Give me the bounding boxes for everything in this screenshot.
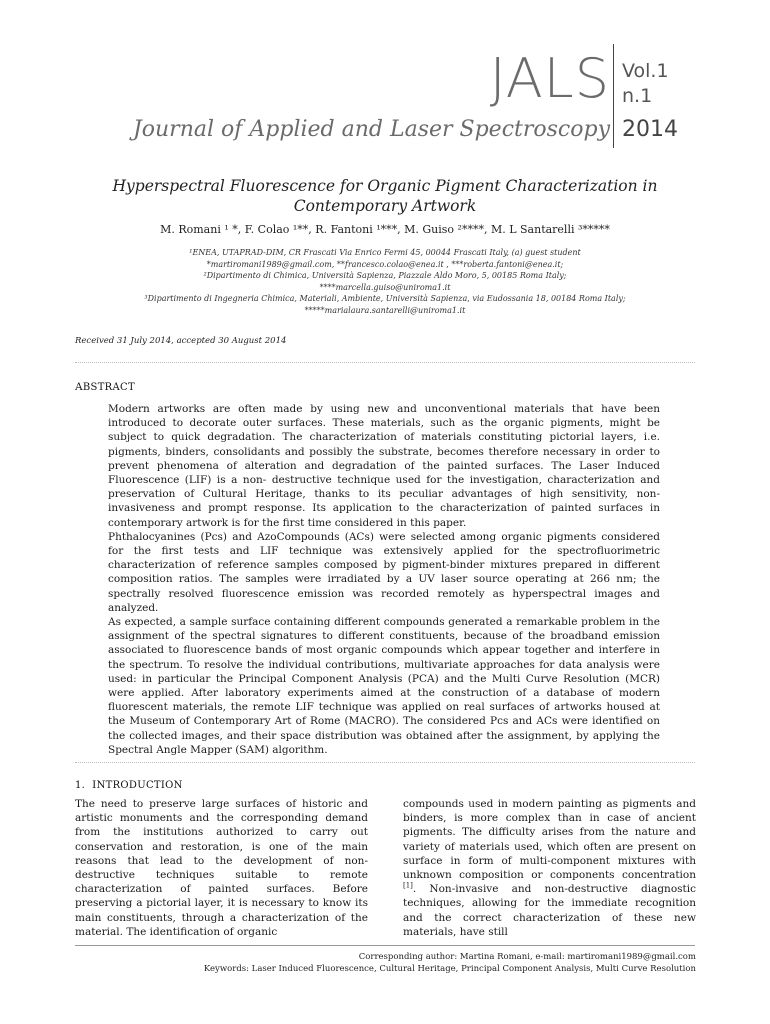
footer-divider (75, 945, 695, 946)
affiliations (40, 247, 730, 316)
abstract-body (108, 402, 660, 757)
affiliation-line: *****marialaura.santarelli@uniroma1.it (304, 305, 466, 315)
journal-logo: JALS (489, 47, 610, 110)
affiliation-line: ²Dipartimento di Chimica, Università Sapienza, Piazzale Aldo Moro, 5, 00185 Roma Italy; (203, 271, 567, 280)
masthead-divider (613, 44, 614, 148)
affiliation-line: ****marcella.guiso@uniroma1.it (319, 282, 451, 292)
section-number: 1. (75, 780, 86, 791)
keywords: Keywords: Laser Induced Fluorescence, Cultural Heritage, Principal Component Analysis, Multi Curve Resolution (203, 964, 696, 974)
journal-masthead (0, 40, 770, 150)
abstract-heading-initial: A (75, 381, 83, 393)
introduction-right-column (403, 797, 696, 939)
journal-name: Journal of Applied and Laser Spectroscopy (132, 117, 610, 142)
paper-title: Hyperspectral Fluorescence for Organic Pigment Characterization in Contemporary Artwork (112, 177, 658, 215)
introduction-paragraph: The need to preserve large surfaces of historic and artistic monuments and the corresponding demand from the institutions authorized to carry out conservation and restoration, is one of the main reasons that lead to the development of non-destructive techniques suitable to remote characterization of painted surfaces. Before preserving a pictorial layer, it is necessary to know its main constituents, through a characterization of the material. The identification of organic (75, 798, 368, 938)
affiliation-line: ³Dipartimento di Ingegneria Chimica, Materiali, Ambiente, Università Sapienza, via Eudossania 18, 00184 Roma Italy; (144, 294, 626, 303)
journal-volume: Vol.1 (622, 60, 669, 82)
introduction-heading (75, 779, 183, 791)
section-divider (75, 762, 695, 763)
corresponding-author: Corresponding author: Martina Romani, e-mail: martiromani1989@gmail.com (358, 952, 696, 962)
introduction-heading-rest: NTRODUCTION (96, 780, 183, 791)
abstract-paragraph: Modern artworks are often made by using new and unconventional materials that have been introduced to decorate outer surfaces. These materials, such as the organic pigments, might be subject to quick degradation. The characterization of materials constituting pictorial layers, i.e. pigments, binders, consolidants and possibly the substrate, becomes therefore necessary in order to prevent phenomena of alteration and degradation of the painted surfaces. The Laser Induced Fluorescence (LIF) is a non- destructive technique used for the investigation, characterization and preservation of Cultural Heritage, thanks to its peculiar advantages of high sensitivity, non-invasiveness and prompt response. Its application to the characterization of painted surfaces in contemporary artwork is for the first time considered in this paper. (108, 403, 660, 529)
introduction-paragraph-continued (403, 797, 696, 939)
introduction-left-column (75, 797, 368, 939)
affiliation-line: ¹ENEA, UTAPRAD-DIM, CR Frascati Via Enrico Fermi 45, 00044 Frascati Italy, (a) guest student (189, 248, 581, 257)
journal-number: n.1 (622, 85, 653, 107)
received-date: Received 31 July 2014, accepted 30 August 2014 (75, 336, 287, 346)
affiliation-line: *martiromani1989@gmail.com, **francesco.colao@enea.it , ***roberta.fantoni@enea.it; (206, 259, 564, 269)
abstract-heading (75, 381, 135, 393)
introduction-text: compounds used in modern painting as pigments and binders, is more complex than in case of ancient pigments. The difficulty arises from the nature and variety of materials used, which often are present on surface in form of multi-component mixtures with unknown composition or components concentration (403, 798, 696, 882)
paper-authors: M. Romani ¹ *, F. Colao ¹**, R. Fantoni ¹***, M. Guiso ²****, M. L Santarelli ³***** (160, 223, 610, 236)
page-footer (60, 951, 696, 975)
abstract-paragraph: As expected, a sample surface containing different compounds generated a remarkable problem in the assignment of the spectral signatures to different constituents, because of the broadband emission associated to fluorescence bands of most organic compounds which appear together and interfere in the spectrum. To resolve the individual contributions, multivariate approaches for data analysis were used: in particular the Principal Component Analysis (PCA) and the Multi Curve Resolution (MCR) were applied. After laboratory experiments aimed at the construction of a database of modern fluorescent materials, the remote LIF technique was applied on real surfaces of artworks housed at the Museum of Contemporary Art of Rome (MACRO). The considered Pcs and ACs were identified on the collected images, and their space distribution was obtained after the assignment, by applying the Spectral Angle Mapper (SAM) algorithm. (108, 616, 660, 756)
section-divider (75, 362, 695, 363)
citation-reference[interactable]: [1] (403, 881, 413, 890)
journal-year: 2014 (622, 117, 678, 142)
introduction-heading-initial: I (92, 779, 97, 791)
abstract-paragraph: Phthalocyanines (Pcs) and AzoCompounds (ACs) were selected among organic pigments considered for the first tests and LIF technique was extensively applied for the spectrofluorimetric characterization of reference samples composed by pigment-binder mixtures prepared in different composition ratios. The samples were irradiated by a UV laser source operating at 266 nm; the spectrally resolved fluorescence emission was recorded remotely as hyperspectral images and analyzed. (108, 530, 660, 614)
introduction-text: . Non-invasive and non-destructive diagnostic techniques, allowing for the immediate recognition and the correct characterization of these new materials, have still (403, 883, 696, 938)
abstract-heading-rest: BSTRACT (82, 382, 135, 393)
